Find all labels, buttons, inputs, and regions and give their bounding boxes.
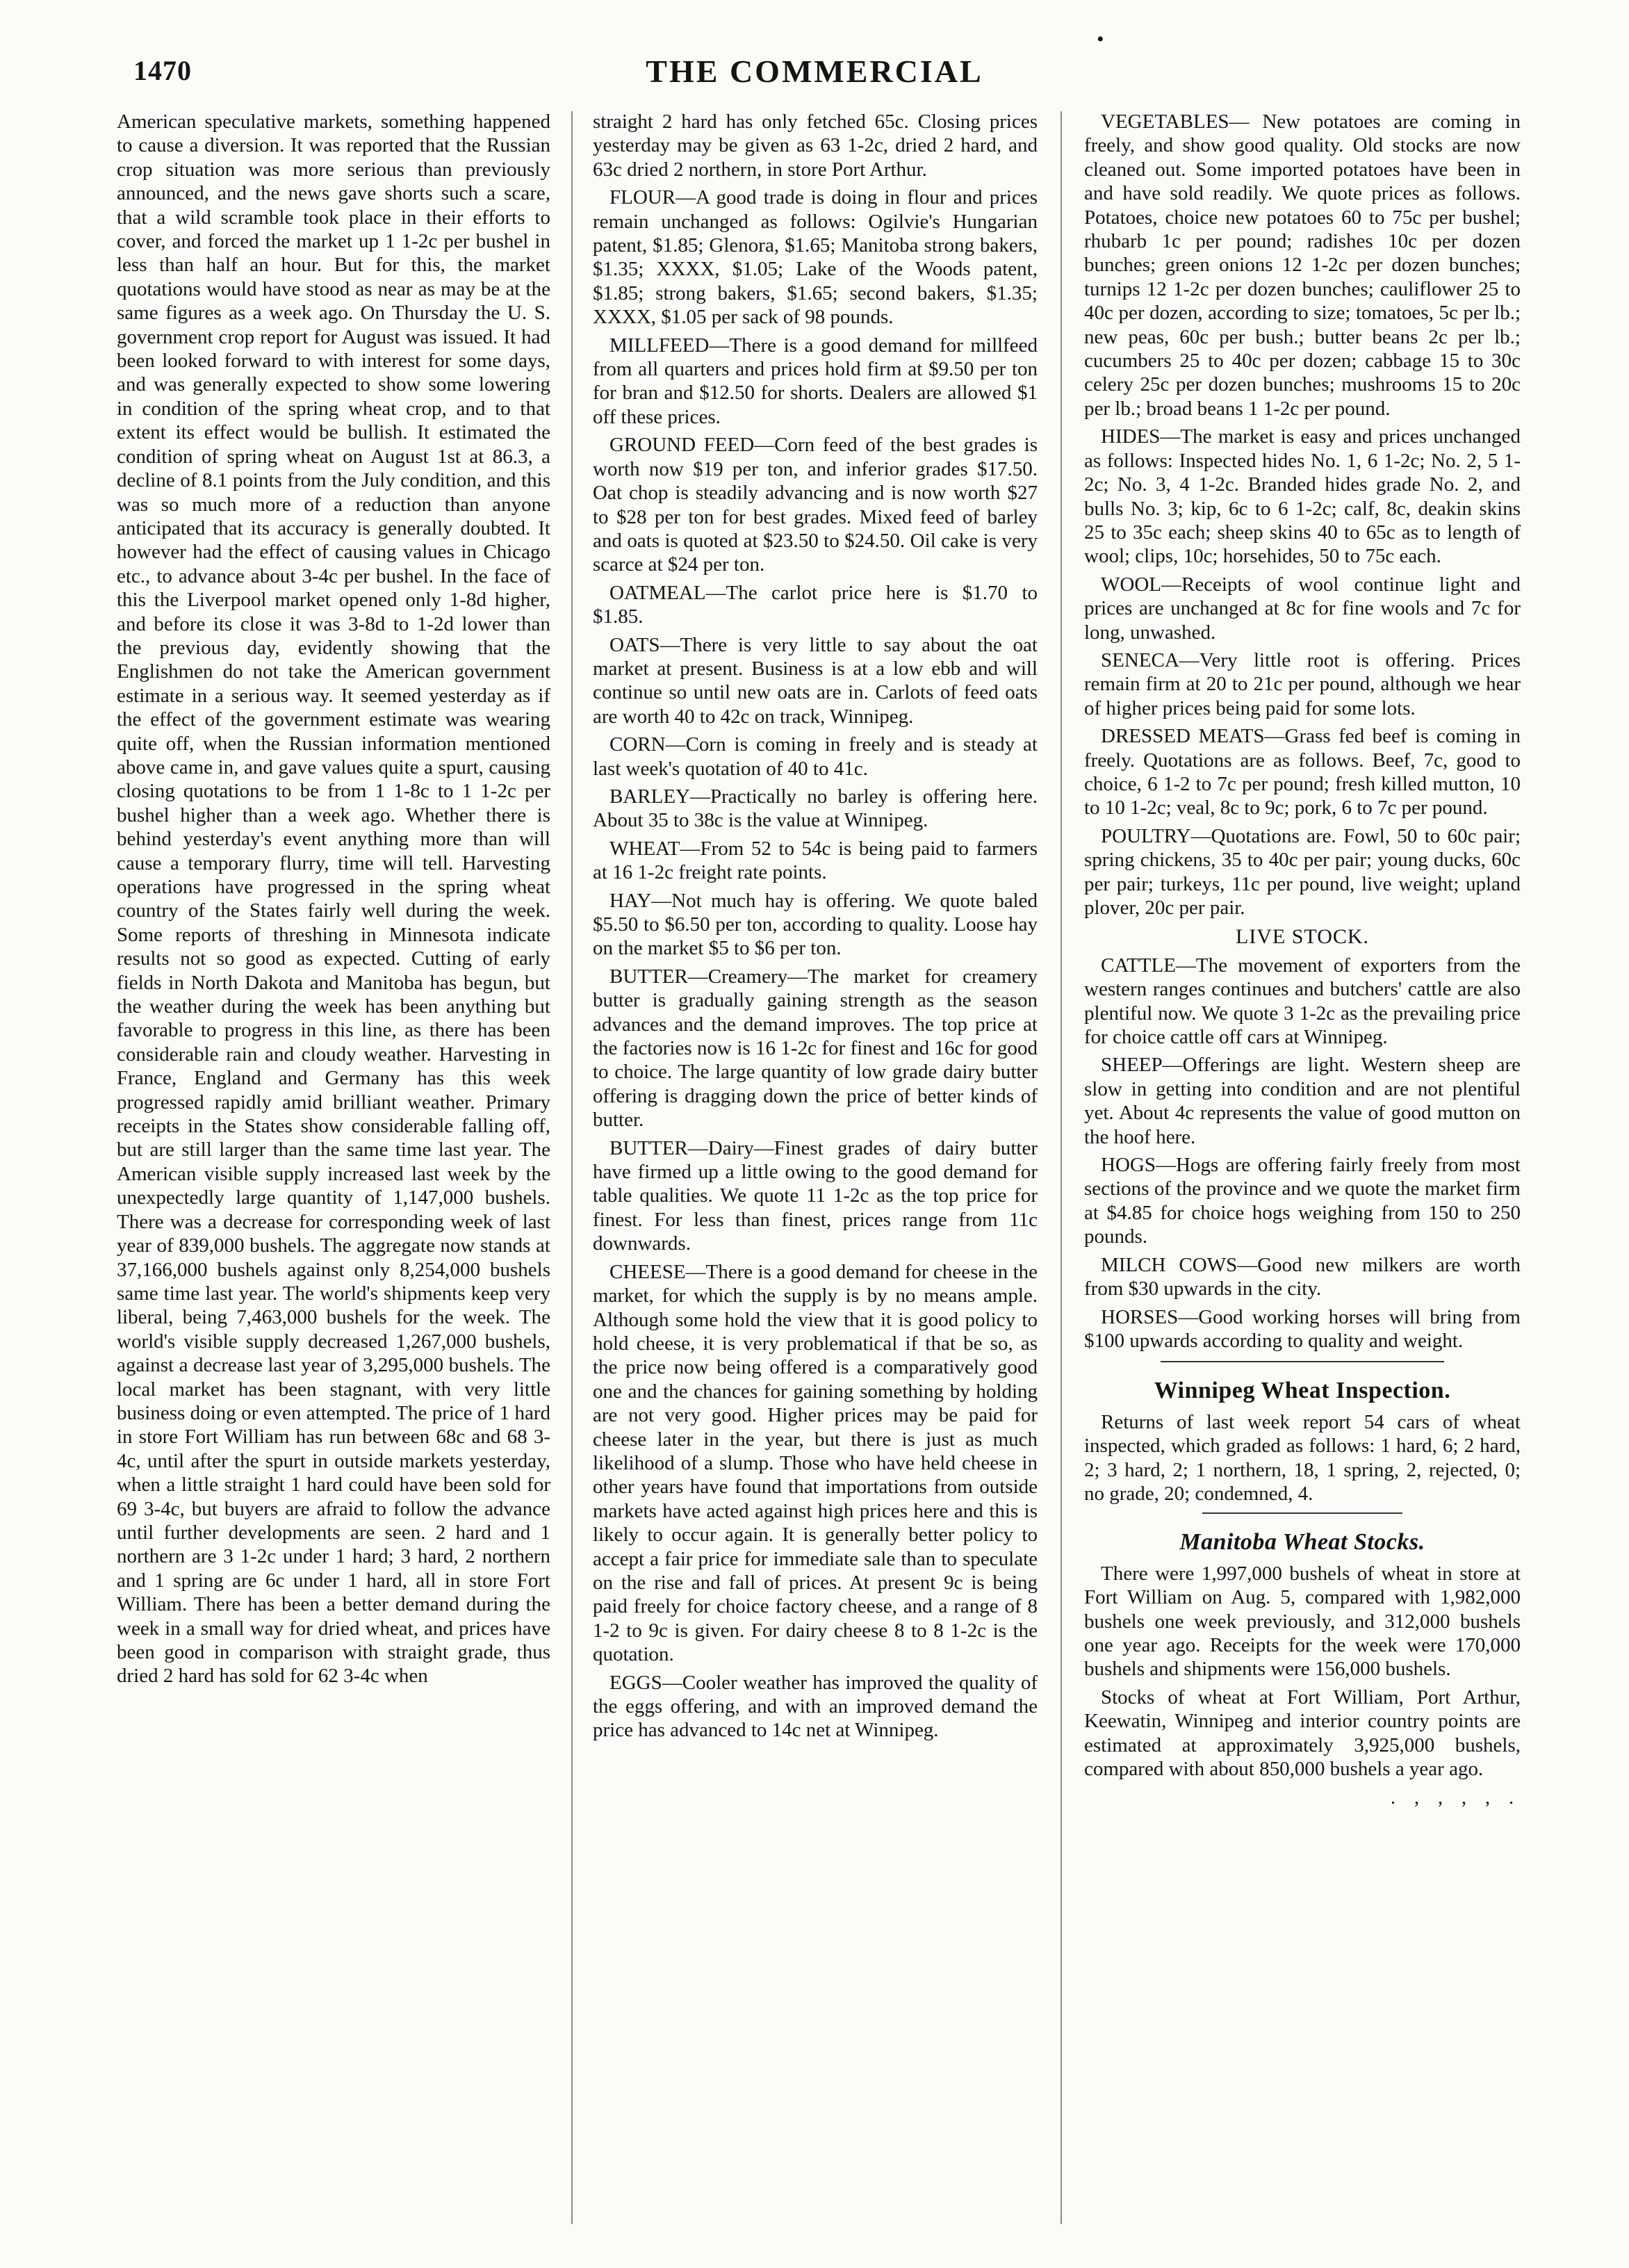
- trailing-marks: . , , , , .: [1391, 1787, 1521, 1809]
- livestock-heading: LIVE STOCK.: [1235, 925, 1370, 949]
- paragraph-poultry: POULTRY—Quotations are. Fowl, 50 to 60c pair; spring chickens, 35 to 40c per pair; young ducks, 60c per pair; turkeys, 11c per pound, live weight; upland plover, 20c per pair.: [1084, 824, 1521, 919]
- paragraph-dressed-meats: DRESSED MEATS—Grass fed beef is coming in freely. Quotations are as follows. Beef, 7c, good to choice, 6 1-2 to 7c per pound; fresh killed mutton, 10 to 10 1-2c; veal, 8c to 9c; pork, 6 to 7c per pound.: [1084, 725, 1521, 819]
- paragraph-seneca: SENECA—Very little root is offering. Prices remain firm at 20 to 21c per pound, although we hear of higher prices being paid for some lots.: [1084, 648, 1521, 719]
- column-one: [117, 110, 550, 2237]
- section-divider: [1202, 1512, 1402, 1514]
- paragraph-oatmeal: OATMEAL—The carlot price here is $1.70 to $1.85.: [593, 581, 1038, 628]
- page-number: 1470: [133, 55, 192, 86]
- masthead-title: THE COMMERCIAL: [646, 54, 983, 89]
- paragraph-inspection: Returns of last week report 54 cars of wheat inspected, which graded as follows: 1 hard, 6; 2 hard, 2; 3 hard, 2; 1 northern, 18, 1 spring, 2, rejected, 0; no grade, 20; condemned, 4.: [1084, 1410, 1521, 1505]
- paragraph-flour: FLOUR—A good trade is doing in flour and prices remain unchanged as follows: Ogilvie's Hungarian patent, $1.85; Glenora, $1.65; Manitoba strong bakers, $1.35; XXXX, $1.05; Lake of the Woods patent, $1.85; strong bakers, $1.65; second bakers, $1.35; XXXX, $1.05 per sack of 98 pounds.: [593, 186, 1038, 329]
- paragraph-stocks-estimate: Stocks of wheat at Fort William, Port Arthur, Keewatin, Winnipeg and interior country points are estimated at approximately 3,925,000 bushels, compared with about 850,000 bushels a year ago.: [1084, 1686, 1521, 1780]
- page-dot: •: [1097, 28, 1104, 51]
- paragraph-milch-cows: MILCH COWS—Good new milkers are worth from $30 upwards in the city.: [1084, 1253, 1521, 1300]
- paragraph-cheese: CHEESE—There is a good demand for cheese in the market, for which the supply is by no means ample. Although some hold the view that it is good policy to hold cheese, it is very problematical if that be so, as the price now being offered is a comparatively good one and the chances for gaining something by holding are not very good. Higher prices may be paid for cheese later in the year, but there is just as much likelihood of a slump. Those who have held cheese in other years have found that importations from outside markets have acted against high prices here and this is likely to occur again. It is generally better policy to accept a fair price for immediate sale than to speculate on the rise and fall of prices. At present 9c is being paid freely for choice factory cheese, and a range of 8 1-2 to 9c is given. For dairy cheese 8 to 8 1-2c is the quotation.: [593, 1260, 1038, 1666]
- column-two: [593, 110, 1038, 2237]
- paragraph-hay: HAY—Not much hay is offering. We quote baled $5.50 to $6.50 per ton, according to quality. Loose hay on the market $5 to $6 per ton.: [593, 889, 1038, 960]
- paragraph-butter-dairy: BUTTER—Dairy—Finest grades of dairy butter have firmed up a little owing to the good demand for table qualities. We quote 11 1-2c as the top price for finest. For less than finest, prices range from 11c downwards.: [593, 1136, 1038, 1255]
- column-rule-right: [1061, 111, 1062, 2224]
- paragraph-wool: WOOL—Receipts of wool continue light and prices are unchanged at 8c for fine wools and 7c for long, unwashed.: [1084, 573, 1521, 644]
- inspection-title: Winnipeg Wheat Inspection.: [1154, 1378, 1451, 1404]
- paragraph-closing-prices: straight 2 hard has only fetched 65c. Closing prices yesterday may be given as 63 1-2c, dried 2 hard, and 63c dried 2 northern, in store Port Arthur.: [593, 111, 1038, 181]
- wheat-market-report: American speculative markets, something happened to cause a diversion. It was reported that the Russian crop situation was more serious than previously announced, and the news gave shorts such a scare, that a wild scramble took place in their efforts to cover, and forced the market up 1 1-2c per bushel in less than half an hour. But for this, the market quotations would have stood as near as may be at the same figures as a week ago. On Thursday the U. S. government crop report for August was issued. It had been looked forward to with interest for some days, and was generally expected to show some lowering in condition of the spring wheat crop, and to that extent its effect would be bullish. It estimated the condition of spring wheat on August 1st at 86.3, a decline of 8.1 points from the July condition, and this was so much more of a reduction than anyone anticipated that its accuracy is generally doubted. It however had the effect of causing values in Chicago etc., to advance about 3-4c per bushel. In the face of this the Liverpool market opened only 1-8d higher, and before its close it was 3-8d to 1-2d lower than the previous day, evidently showing that the Englishmen do not take the American government estimate in a serious way. It seemed yesterday as if the effect of the government estimate was wearing quite off, when the Russian information mentioned above came in, and gave values quite a spurt, causing closing quotations to be from 1 1-8c to 1 1-2c per bushel higher than a week ago. Whether there is behind yesterday's event anything more than will cause a temporary flurry, time will tell. Harvesting operations have progressed in the spring wheat country of the States fairly well during the week. Some reports of threshing in Minnesota indicate results not so good as expected. Cutting of early fields in North Dakota and Manitoba has begun, but the weather during the week has been anything but favorable to progress in this line, as there has been considerable rain and cloudy weather. Harvesting in France, England and Germany has this week progressed rapidly amid brilliant weather. Primary receipts in the States show considerable falling off, but are still larger than the same time last year. The American visible supply increased last week by the unexpectedly large quantity of 1,147,000 bushels. There was a decrease for corresponding week of last year of 839,000 bushels. The aggregate now stands at 37,166,000 bushels against only 8,254,000 bushels same time last year. The world's shipments keep very liberal, being 7,463,000 bushels for the week. The world's visible supply decreased 1,267,000 bushels, against a decrease last year of 3,295,000 bushels. The local market has been stagnant, with very little business doing or even attempted. The price of 1 hard in store Fort William has run between 68c and 68 3-4c, until after the spurt in outside markets yesterday, when a little straight 1 hard could have been sold for 69 3-4c, but buyers are afraid to follow the advance until further developments are seen. 2 hard and 1 northern are 3 1-2c under 1 hard; 3 hard, 2 northern and 1 spring are 6c under 1 hard, all in store Fort William. There has been a better demand during the week in a small way for dried wheat, and prices have been good in comparison with straight grade, thus dried 2 hard has sold for 62 3-4c when: [117, 111, 550, 1688]
- paragraph-butter-creamery: BUTTER—Creamery—The market for creamery butter is gradually gaining strength as the season advances and the demand improves. The top price at the factories now is 16 1-2c for finest and 16c for good to choice. The large quantity of low grade dairy butter offering is dragging down the price of better kinds of butter.: [593, 965, 1038, 1132]
- paragraph-barley: BARLEY—Practically no barley is offering here. About 35 to 38c is the value at Winnipeg.: [593, 785, 1038, 832]
- paragraph-oats: OATS—There is very little to say about the oat market at present. Business is at a low ebb and will continue so until new oats are in. Carlots of feed oats are worth 40 to 42c on track, Winnipeg.: [593, 633, 1038, 728]
- column-three: [1084, 110, 1521, 2237]
- paragraph-millfeed: MILLFEED—There is a good demand for millfeed from all quarters and prices hold firm at $9.50 per ton for bran and $12.50 for shorts. Dealers are allowed $1 off these prices.: [593, 334, 1038, 428]
- column-rule-left: [571, 111, 573, 2224]
- stocks-title: Manitoba Wheat Stocks.: [1179, 1529, 1425, 1556]
- paragraph-vegetables: VEGETABLES— New potatoes are coming in freely, and show good quality. Old stocks are now cleaned out. Some imported potatoes have been in and have sold readily. We quote prices as follows. Potatoes, choice new potatoes 60 to 75c per bushel; rhubarb 1c per pound; radishes 10c per dozen bunches; green onions 12 1-2c per dozen bunches; turnips 12 1-2c per dozen bunches; cauliflower 25 to 40c per dozen, according to size; tomatoes, 5c per lb.; new peas, 60c per bush.; butter beans 2c per lb.; cucumbers 25 to 40c per dozen; cabbage 15 to 30c celery 25c per dozen bunches; mushrooms 15 to 20c per lb.; broad beans 1 1-2c per pound.: [1084, 111, 1521, 420]
- paragraph-wheat: WHEAT—From 52 to 54c is being paid to farmers at 16 1-2c freight rate points.: [593, 837, 1038, 884]
- paragraph-cattle: CATTLE—The movement of exporters from the western ranges continues and butchers' cattle are also plentiful now. We quote 3 1-2c as the prevailing price for choice cattle off cars at Winnipeg.: [1084, 954, 1521, 1049]
- paragraph-corn: CORN—Corn is coming in freely and is steady at last week's quotation of 40 to 41c.: [593, 733, 1038, 780]
- paragraph-hides: HIDES—The market is easy and prices unchanged as follows: Inspected hides No. 1, 6 1-2c; No. 2, 5 1-2c; No. 3, 4 1-2c. Branded hides grade No. 2, and bulls No. 3; kip, 6c to 6 1-2c; calf, 8c, deakin skins 25 to 35c each; sheep skins 40 to 65c as to length of wool; clips, 10c; horsehides, 50 to 75c each.: [1084, 425, 1521, 568]
- paragraph-sheep: SHEEP—Offerings are light. Western sheep are slow in getting into condition and are not plentiful yet. About 4c represents the value of good mutton on the hoof here.: [1084, 1054, 1521, 1148]
- paragraph-hogs: HOGS—Hogs are offering fairly freely from most sections of the province and we quote the market firm at $4.85 for choice hogs weighing from 150 to 250 pounds.: [1084, 1154, 1521, 1248]
- paragraph-stocks-fort-william: There were 1,997,000 bushels of wheat in store at Fort William on Aug. 5, compared with 1,982,000 bushels one week previously, and 312,000 bushels one year ago. Receipts for the week were 170,000 bushels and shipments were 156,000 bushels.: [1084, 1562, 1521, 1681]
- paragraph-ground-feed: GROUND FEED—Corn feed of the best grades is worth now $19 per ton, and inferior grades $17.50. Oat chop is steadily advancing and is now worth $27 to $28 per ton for best grades. Mixed feed of barley and oats is quoted at $23.50 to $24.50. Oil cake is very scarce at $24 per ton.: [593, 434, 1038, 576]
- section-divider: [1161, 1361, 1444, 1362]
- paragraph-eggs: EGGS—Cooler weather has improved the quality of the eggs offering, and with an improved demand the price has advanced to 14c net at Winnipeg.: [593, 1671, 1038, 1742]
- page-header: [0, 28, 1629, 104]
- paragraph-horses: HORSES—Good working horses will bring from $100 upwards according to quality and weight.: [1084, 1305, 1521, 1352]
